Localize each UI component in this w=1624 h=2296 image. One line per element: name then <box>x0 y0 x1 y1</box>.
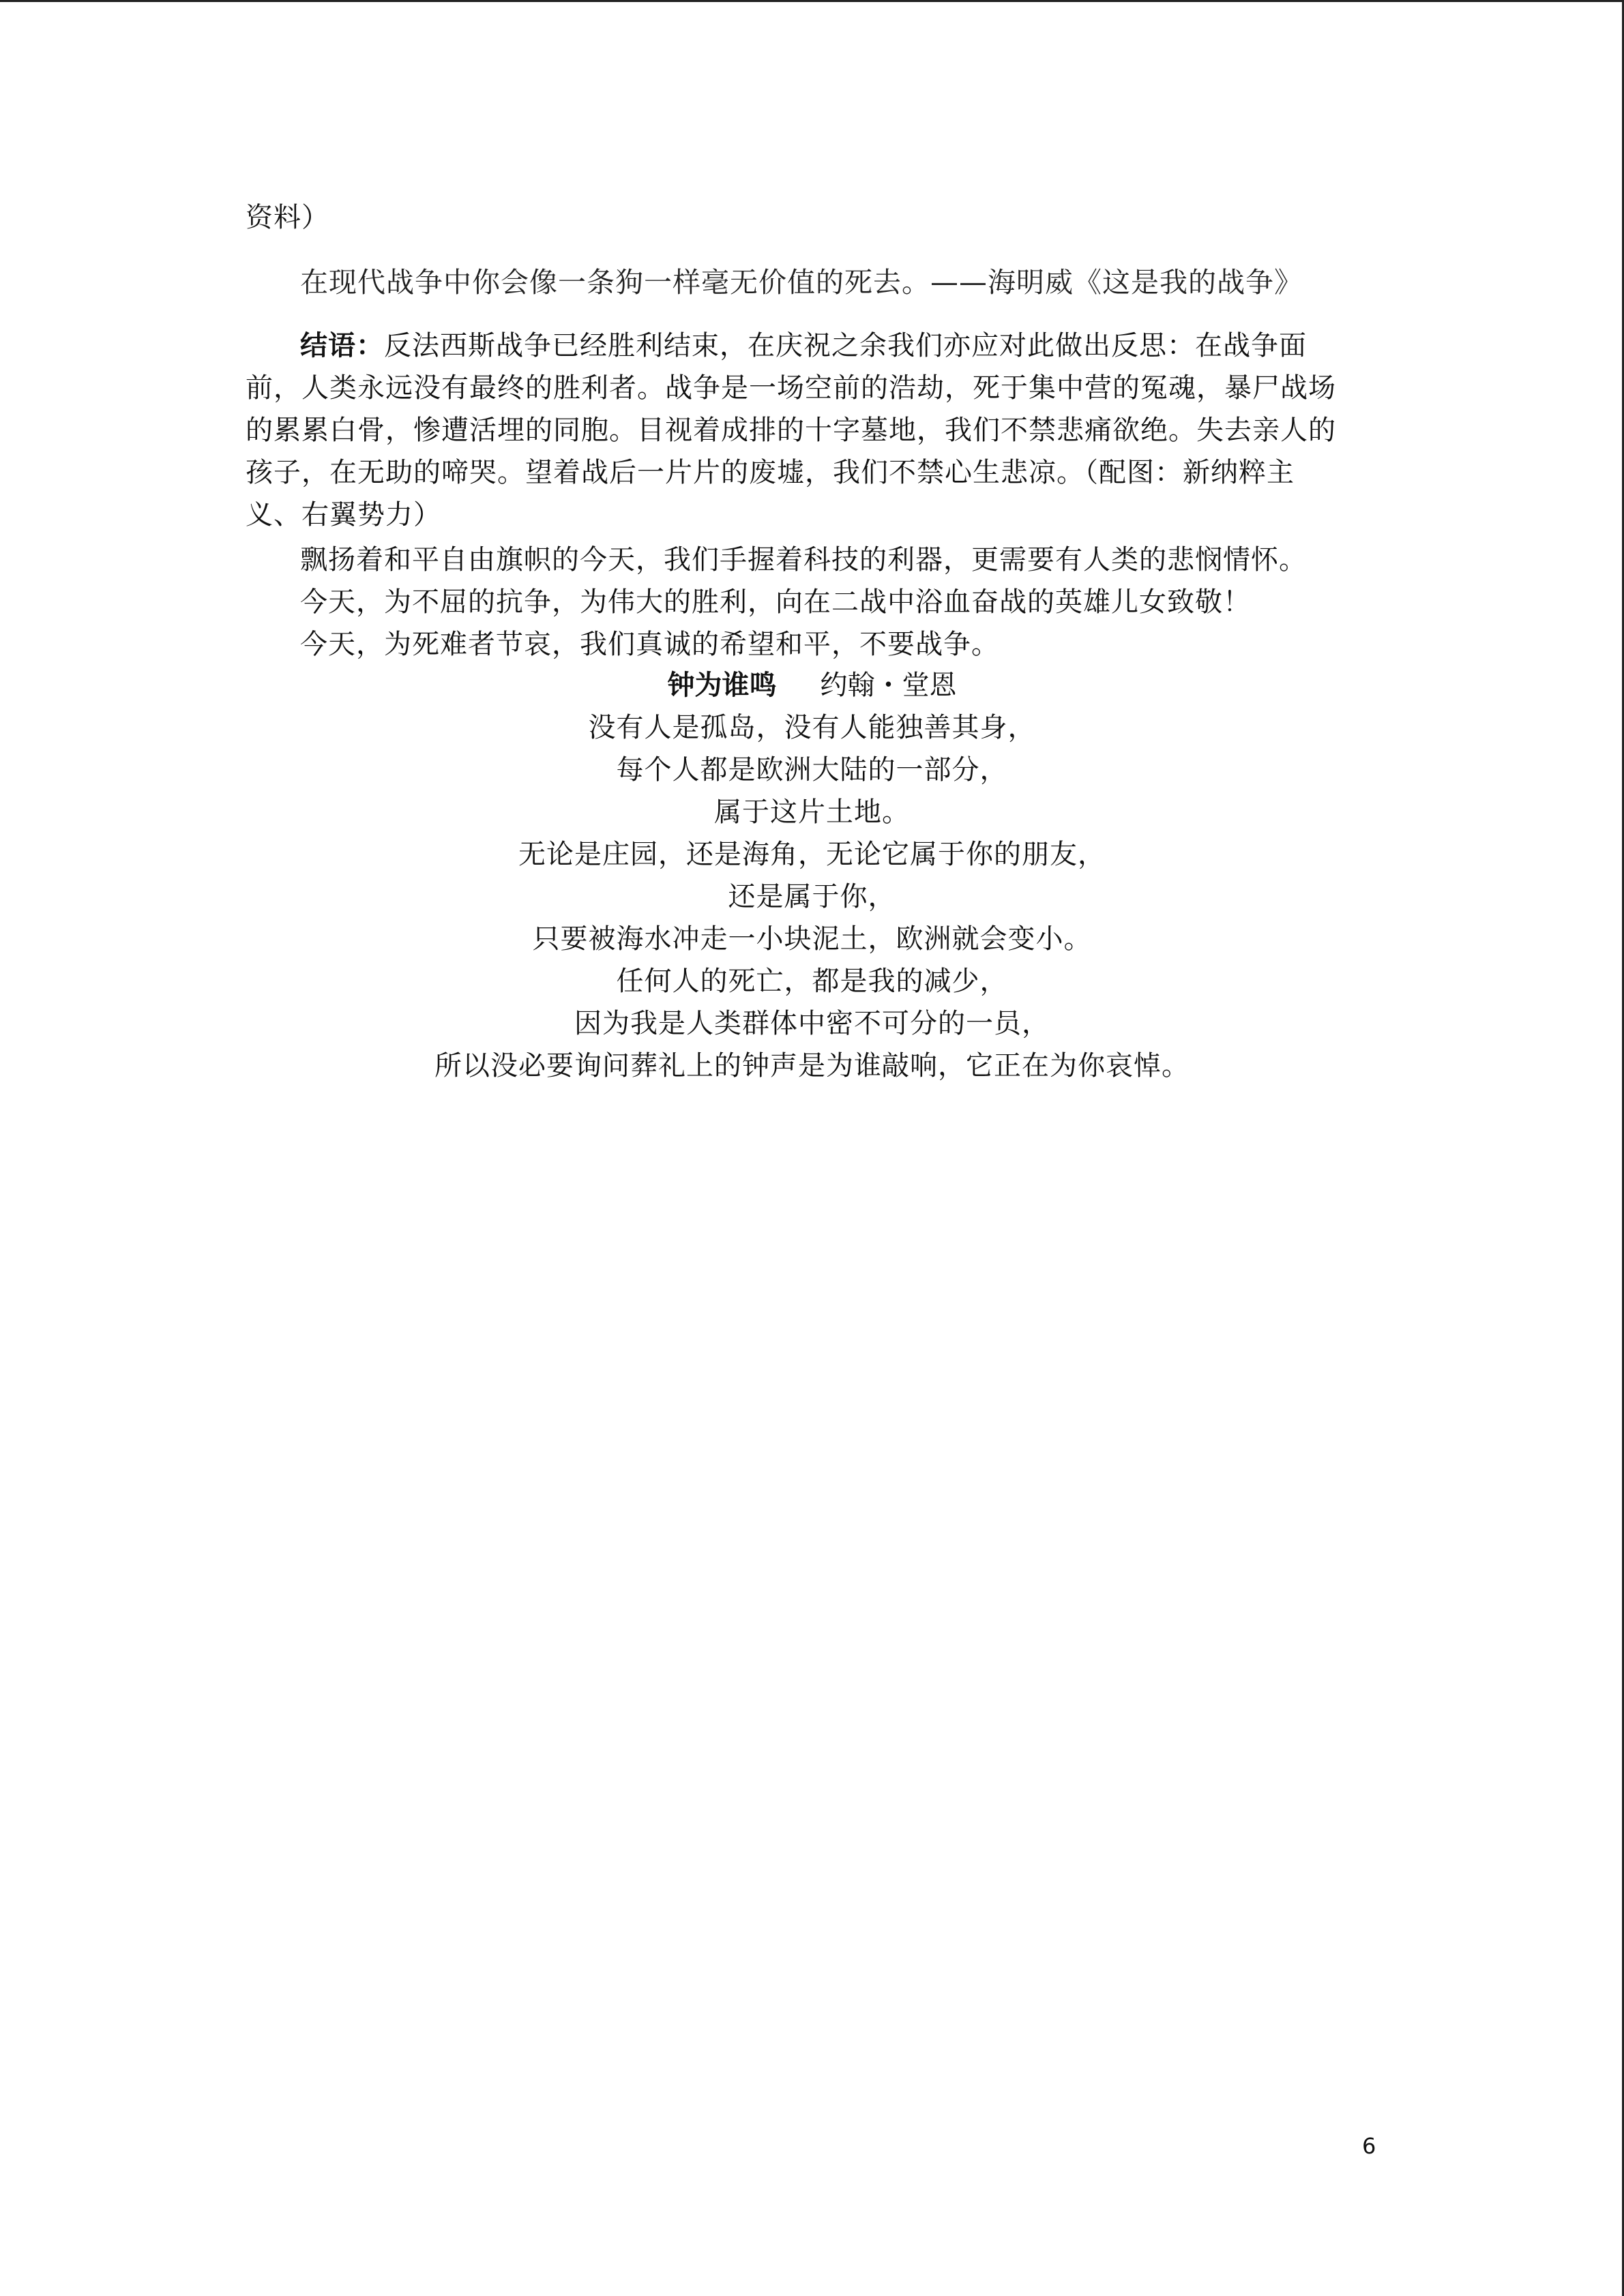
poem-heading <box>0 668 1624 702</box>
poem-line-1: 没有人是孤岛，没有人能独善其身， <box>588 712 1036 743</box>
poem-line-9: 所以没必要询问葬礼上的钟声是为谁敲响，它正在为你哀悼。 <box>434 1050 1190 1082</box>
page-number: 6 <box>1362 2133 1376 2159</box>
poem-title: 钟为谁鸣 <box>667 669 777 701</box>
paragraph-mourning: 今天，为死难者节哀，我们真诚的希望和平，不要战争。 <box>300 629 999 660</box>
poem-line-7: 任何人的死亡，都是我的减少， <box>616 966 1008 997</box>
poem-line-2: 每个人都是欧洲大陆的一部分， <box>616 754 1008 786</box>
poem-author: 约翰・堂恩 <box>820 670 957 701</box>
conclusion-label: 结语： <box>300 329 384 361</box>
conclusion-text-1: 反法西斯战争已经胜利结束，在庆祝之余我们亦应对此做出反思：在战争面 <box>384 330 1307 361</box>
conclusion-line-4: 孩子，在无助的啼哭。望着战后一片片的废墟，我们不禁心生悲凉。（配图：新纳粹主 <box>246 457 1295 488</box>
conclusion-line-2: 前，人类永远没有最终的胜利者。战争是一场空前的浩劫，死于集中营的冤魂，暴尸战场 <box>246 372 1336 404</box>
paragraph-peace: 飘扬着和平自由旗帜的今天，我们手握着科技的利器，更需要有人类的悲悯情怀。 <box>300 544 1307 576</box>
poem-line-5: 还是属于你， <box>728 881 896 912</box>
conclusion-line-3: 的累累白骨，惨遭活埋的同胞。目视着成排的十字墓地，我们不禁悲痛欲绝。失去亲人的 <box>246 415 1336 446</box>
conclusion-line-1 <box>300 329 1307 363</box>
hemingway-quote: 在现代战争中你会像一条狗一样毫无价值的死去。——海明威《这是我的战争》 <box>300 266 1303 299</box>
page-top-border <box>0 0 1624 2</box>
poem-line-3: 属于这片土地。 <box>714 796 910 828</box>
conclusion-line-5: 义、右翼势力） <box>246 499 441 531</box>
poem-line-8: 因为我是人类群体中密不可分的一员， <box>574 1008 1050 1039</box>
poem-line-6: 只要被海水冲走一小块泥土，欧洲就会变小。 <box>532 923 1092 955</box>
poem-line-4: 无论是庄园，还是海角，无论它属于你的朋友， <box>518 839 1106 870</box>
continued-text: 资料） <box>246 202 329 233</box>
paragraph-salute: 今天，为不屈的抗争，为伟大的胜利，向在二战中浴血奋战的英雄儿女致敬！ <box>300 586 1251 618</box>
